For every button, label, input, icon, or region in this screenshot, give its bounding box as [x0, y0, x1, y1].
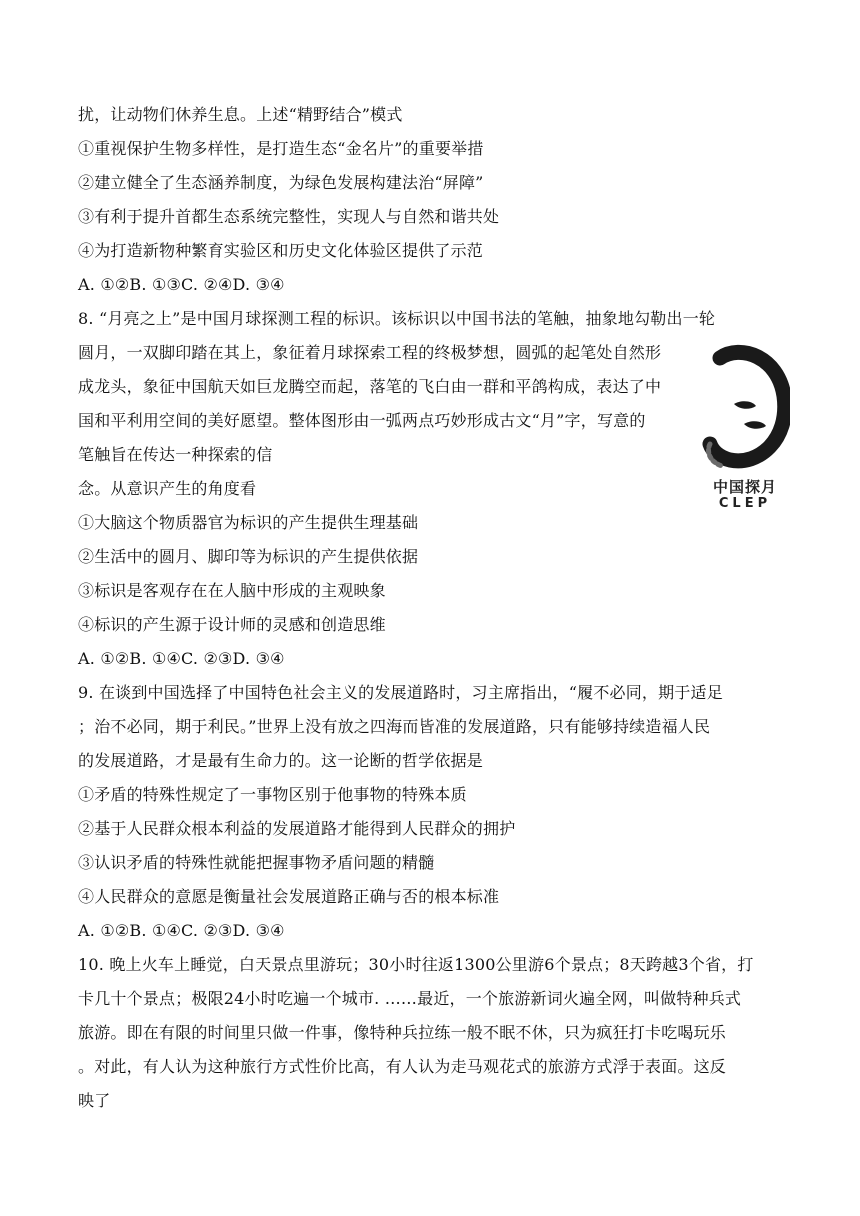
text-line: 圆月，一双脚印踏在其上，象征着月球探索工程的终极梦想，圆弧的起笔处自然形 — [78, 343, 662, 362]
text-line: ②建立健全了生态涵养制度，为绿色发展构建法治“屏障” — [78, 173, 484, 192]
question-10-text: 10. 晚上火车上睡觉，白天景点里游玩；30小时往返1300公里游6个景点；8天跨越3个省，打 — [78, 955, 754, 974]
text-line: ①重视保护生物多样性，是打造生态“金名片”的重要举措 — [78, 139, 484, 158]
text-line: 的发展道路，才是最有生命力的。这一论断的哲学依据是 — [78, 751, 484, 770]
moon-brush-icon — [700, 344, 790, 474]
logo-english-name: CLEP — [718, 496, 772, 511]
question-8-text: 8. “月亮之上”是中国月球探测工程的标识。该标识以中国书法的笔触，抽象地勾勒出一轮 — [78, 309, 716, 328]
option-line: ④标识的产生源于设计师的灵感和创造思维 — [78, 615, 386, 634]
text-line: 映了 — [78, 1091, 111, 1110]
text-line: 国和平利用空间的美好愿望。整体图形由一弧两点巧妙形成古文“月”字，写意的 — [78, 411, 646, 430]
text-line: ③有利于提升首都生态系统完整性，实现人与自然和谐共处 — [78, 207, 500, 226]
option-line: ①大脑这个物质器官为标识的产生提供生理基础 — [78, 513, 419, 532]
option-line: ①矛盾的特殊性规定了一事物区别于他事物的特殊本质 — [78, 785, 467, 804]
clep-logo — [700, 344, 790, 512]
text-line: ；治不必同，期于利民。”世界上没有放之四海而皆准的发展道路，只有能够持续造福人民 — [78, 717, 711, 736]
text-line: 念。从意识产生的角度看 — [78, 479, 257, 498]
text-line: 扰，让动物们休养生息。上述“精野结合”模式 — [78, 105, 403, 124]
answer-options: A. ①②B. ①④C. ②③D. ③④ — [78, 649, 285, 668]
text-line: 笔触旨在传达一种探索的信 — [78, 445, 273, 464]
option-line: ③标识是客观存在在人脑中形成的主观映象 — [78, 581, 386, 600]
answer-options: A. ①②B. ①③C. ②④D. ③④ — [78, 275, 285, 294]
option-line: ④人民群众的意愿是衡量社会发展道路正确与否的根本标准 — [78, 887, 500, 906]
question-9-text: 9. 在谈到中国选择了中国特色社会主义的发展道路时，习主席指出，“履不必同，期于适足 — [78, 683, 723, 702]
text-line: 成龙头，象征中国航天如巨龙腾空而起，落笔的飞白由一群和平鸽构成，表达了中 — [78, 377, 662, 396]
text-line: 。对此，有人认为这种旅行方式性价比高，有人认为走马观花式的旅游方式浮于表面。这反 — [78, 1057, 727, 1076]
option-line: ②生活中的圆月、脚印等为标识的产生提供依据 — [78, 547, 419, 566]
text-line: ④为打造新物种繁育实验区和历史文化体验区提供了示范 — [78, 241, 484, 260]
option-line: ③认识矛盾的特殊性就能把握事物矛盾问题的精髓 — [78, 853, 435, 872]
answer-options: A. ①②B. ①④C. ②③D. ③④ — [78, 921, 285, 940]
text-line: 卡几十个景点；极限24小时吃遍一个城市. ……最近，一个旅游新词火遍全网，叫做特种兵式 — [78, 989, 742, 1008]
logo-chinese-name: 中国探月 — [712, 478, 777, 496]
text-line: 旅游。即在有限的时间里只做一件事，像特种兵拉练一般不眠不休，只为疯狂打卡吃喝玩乐 — [78, 1023, 727, 1042]
option-line: ②基于人民群众根本利益的发展道路才能得到人民群众的拥护 — [78, 819, 516, 838]
